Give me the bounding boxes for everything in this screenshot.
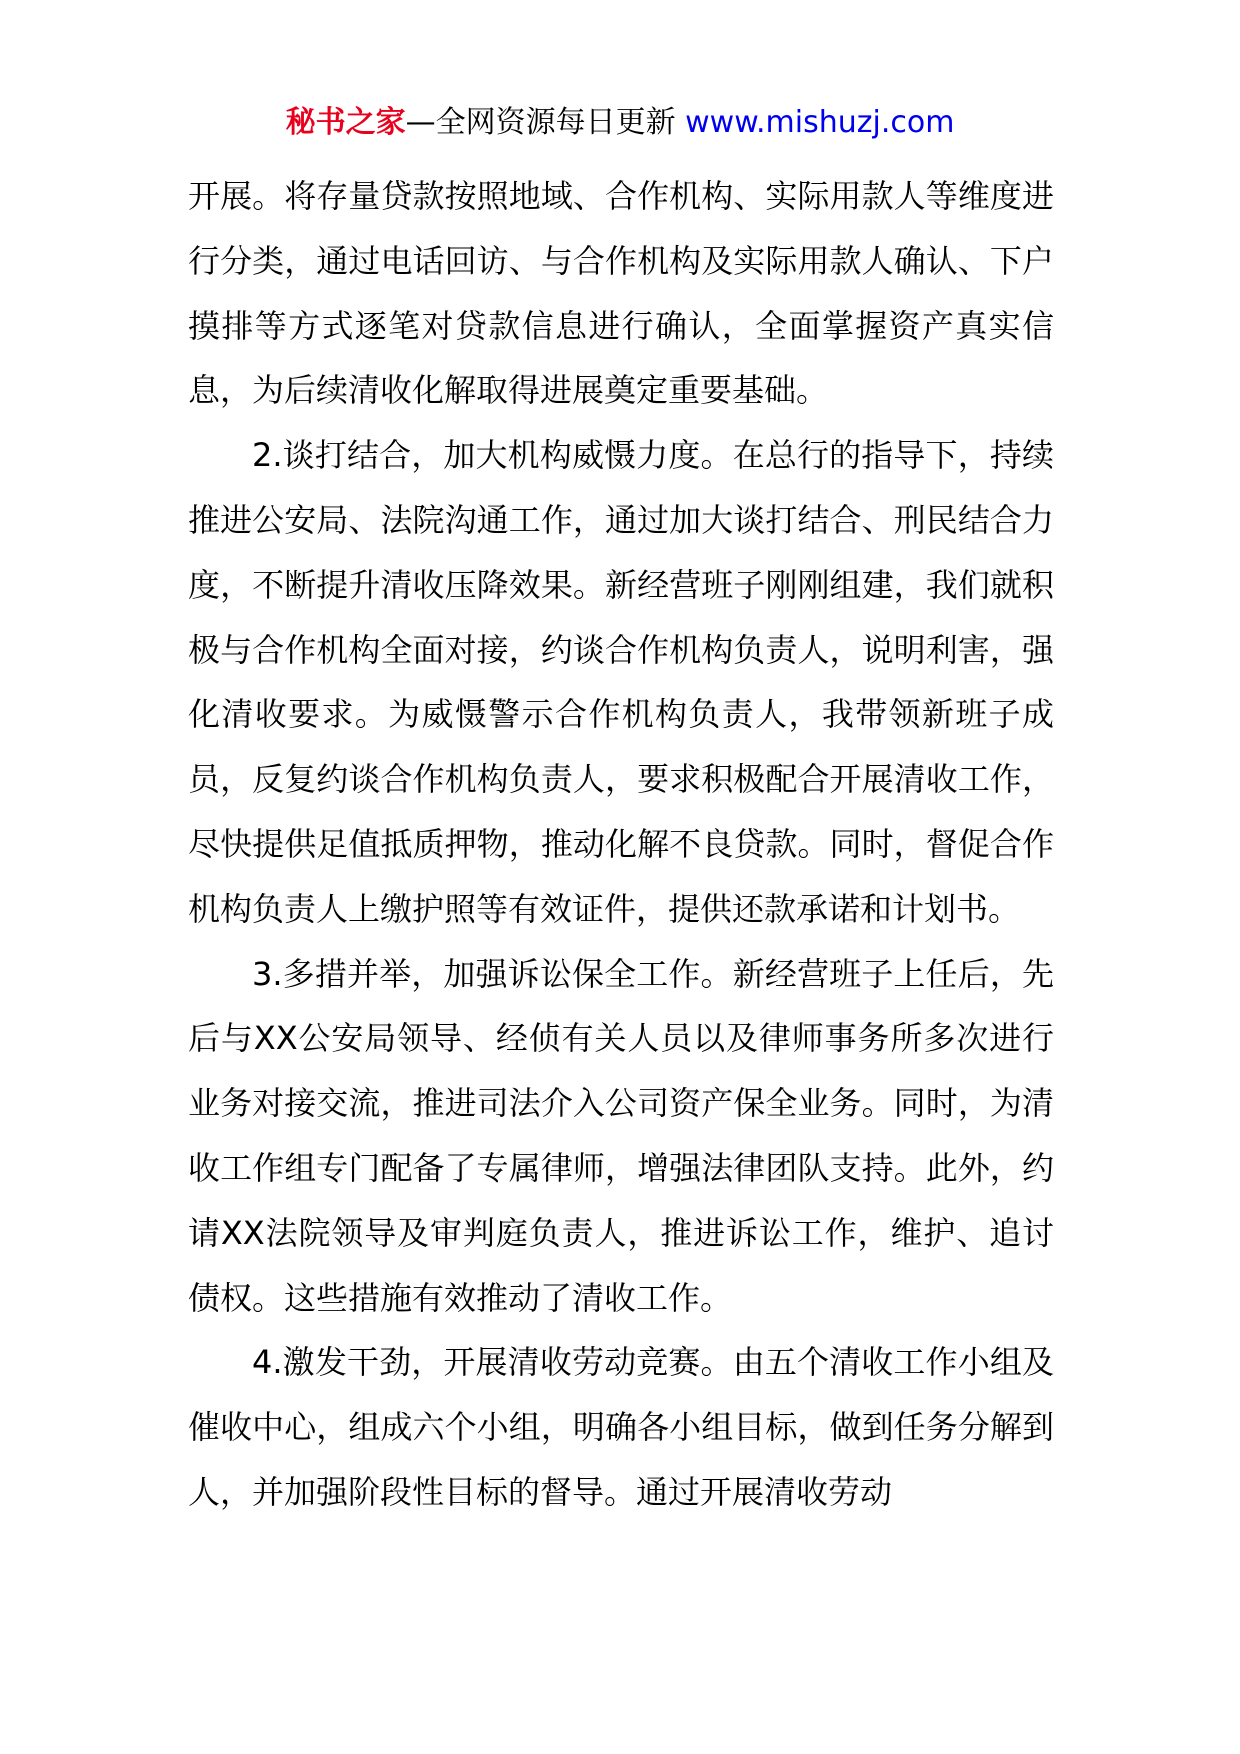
paragraph: 开展。将存量贷款按照地域、合作机构、实际用款人等维度进行分类，通过电话回访、与合作机构及实际用款人确认、下户摸排等方式逐笔对贷款信息进行确认，全面掌握资产真实信息，为后续清收化解取得进展奠定重要基础。: [188, 177, 1054, 410]
header-slogan: —全网资源每日更新: [405, 105, 676, 140]
paragraph: 3.多措并举，加强诉讼保全工作。新经营班子上任后，先后与XX公安局领导、经侦有关人员以及律师事务所多次进行业务对接交流，推进司法介入公司资产保全业务。同时，为清收工作组专门配备了专属律师，增强法律团队支持。此外，约请XX法院领导及审判庭负责人，推进诉讼工作，维护、追讨债权。这些措施有效推动了清收工作。: [188, 954, 1054, 1317]
document-body: [188, 164, 1054, 1525]
paragraph: 4.激发干劲，开展清收劳动竞赛。由五个清收工作小组及催收中心，组成六个小组，明确各小组目标，做到任务分解到人，并加强阶段性目标的督导。通过开展清收劳动: [188, 1343, 1054, 1511]
paragraph: 2.谈打结合，加大机构威慑力度。在总行的指导下，持续推进公安局、法院沟通工作，通过加大谈打结合、刑民结合力度，不断提升清收压降效果。新经营班子刚刚组建，我们就积极与合作机构全面对接，约谈合作机构负责人，说明利害，强化清收要求。为威慑警示合作机构负责人，我带领新班子成员，反复约谈合作机构负责人，要求积极配合开展清收工作，尽快提供足值抵质押物，推动化解不良贷款。同时，督促合作机构负责人上缴护照等有效证件，提供还款承诺和计划书。: [188, 436, 1054, 928]
site-header: [0, 103, 1240, 143]
brand-name: 秘书之家: [285, 105, 406, 140]
site-url-link[interactable]: www.mishuzj.com: [685, 105, 955, 140]
